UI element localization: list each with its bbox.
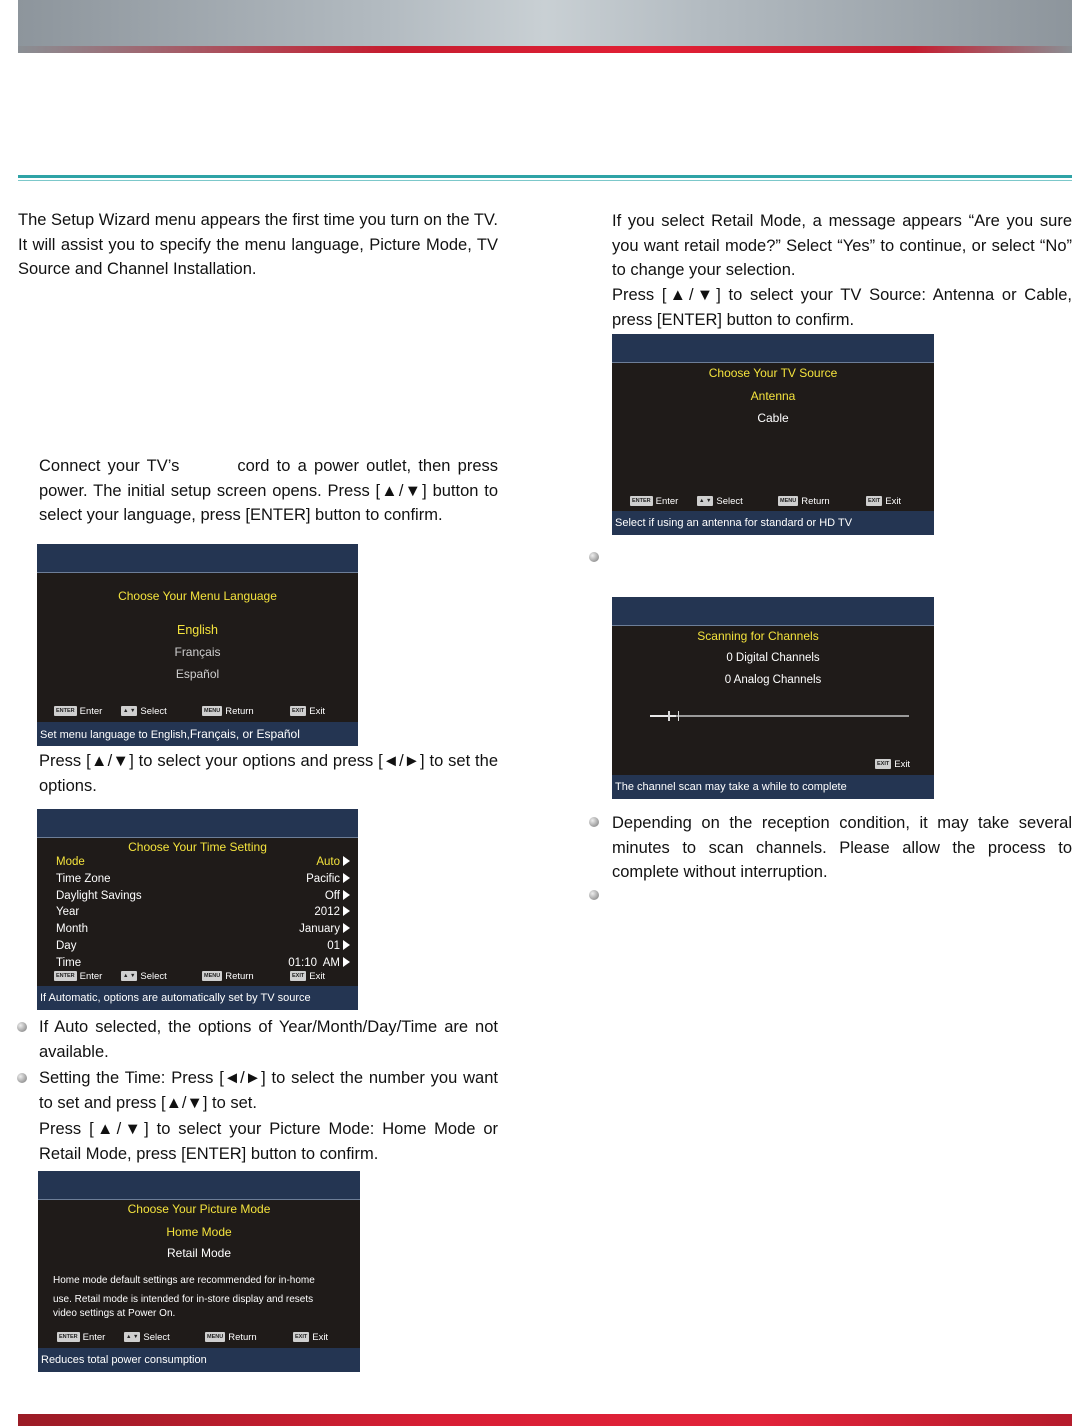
row-label: Daylight Savings bbox=[56, 890, 142, 902]
arrows-key-icon: ▲ ▼ bbox=[123, 973, 136, 980]
exit-hint bbox=[293, 1332, 328, 1343]
bullet-icon bbox=[589, 552, 599, 562]
screen-header bbox=[37, 809, 358, 838]
time-row-month[interactable] bbox=[56, 923, 350, 935]
step-connect-part2: cord to a power outlet, then press power. The initial setup screen opens. Press [▲/▼] button to select your language, press [ENTER] button to confirm. bbox=[39, 457, 498, 524]
note-setting-time: Setting the Time: Press [◄/►] to select the number you want to set and press [▲/▼] to set. bbox=[39, 1069, 498, 1112]
language-option-francais[interactable]: Français bbox=[174, 645, 221, 659]
language-footer bbox=[37, 722, 358, 746]
scan-digital-count: 0 Digital Channels bbox=[726, 652, 820, 664]
return-hint bbox=[202, 706, 254, 717]
right-arrow-icon bbox=[343, 923, 350, 933]
return-hint bbox=[778, 496, 830, 507]
picture-title: Choose Your Picture Mode bbox=[127, 1202, 271, 1216]
exit-hint-label: Exit bbox=[894, 759, 911, 770]
arrows-key-icon: ▲ ▼ bbox=[699, 498, 712, 505]
right-arrow-icon bbox=[343, 906, 350, 916]
enter-hint bbox=[54, 706, 102, 717]
bullet-icon bbox=[17, 1022, 27, 1032]
return-hint-label: Return bbox=[225, 971, 254, 982]
return-hint-label: Return bbox=[225, 706, 254, 717]
picture-option-home[interactable]: Home Mode bbox=[166, 1225, 232, 1239]
select-hint-label: Select bbox=[716, 496, 743, 507]
language-footer-text-2: Français, or Español bbox=[189, 727, 300, 741]
enter-hint bbox=[54, 971, 102, 982]
time-footer: If Automatic, options are automatically set by TV source bbox=[37, 986, 358, 1010]
row-label: Time Zone bbox=[56, 873, 111, 885]
right-arrow-icon bbox=[343, 890, 350, 900]
section-divider-thin bbox=[18, 180, 1072, 181]
row-label: Time bbox=[56, 957, 82, 969]
scan-progress-bar bbox=[650, 711, 909, 721]
language-title: Choose Your Menu Language bbox=[118, 589, 277, 603]
source-title: Choose Your TV Source bbox=[708, 366, 838, 380]
step-options: Press [▲/▼] to select your options and press [◄/►] to set the options. bbox=[39, 752, 498, 795]
exit-hint bbox=[866, 496, 901, 507]
exit-key-icon: EXIT bbox=[868, 498, 881, 505]
row-label: Month bbox=[56, 923, 88, 935]
row-value: Auto bbox=[316, 856, 340, 868]
bullet-icon bbox=[17, 1073, 27, 1083]
return-hint-label: Return bbox=[228, 1332, 257, 1343]
menu-key-icon: MENU bbox=[204, 708, 221, 715]
return-hint bbox=[205, 1332, 257, 1343]
select-hint bbox=[124, 1332, 170, 1343]
enter-hint-label: Enter bbox=[655, 496, 679, 507]
time-row-time[interactable] bbox=[56, 957, 350, 969]
return-hint-label: Return bbox=[801, 496, 830, 507]
enter-key-icon: ENTER bbox=[59, 1334, 78, 1341]
menu-key-icon: MENU bbox=[207, 1334, 224, 1341]
enter-hint bbox=[630, 496, 678, 507]
language-setup-screen bbox=[37, 544, 358, 746]
enter-key-icon: ENTER bbox=[56, 708, 75, 715]
screen-header bbox=[38, 1171, 360, 1200]
time-row-timezone[interactable] bbox=[56, 873, 350, 885]
picture-option-retail[interactable]: Retail Mode bbox=[166, 1246, 232, 1260]
scan-title: Scanning for Channels bbox=[697, 629, 819, 643]
arrows-key-icon: ▲ ▼ bbox=[123, 708, 136, 715]
right-arrow-icon bbox=[343, 873, 350, 883]
row-label: Day bbox=[56, 940, 77, 952]
enter-hint bbox=[57, 1332, 105, 1343]
language-option-english[interactable]: English bbox=[177, 623, 218, 637]
picture-mode-screen bbox=[38, 1171, 360, 1372]
row-value: Off bbox=[324, 890, 340, 902]
exit-hint-label: Exit bbox=[309, 706, 326, 717]
note-auto: If Auto selected, the options of Year/Month/Day/Time are not available. bbox=[39, 1018, 498, 1061]
select-hint-label: Select bbox=[140, 971, 167, 982]
select-hint-label: Select bbox=[143, 1332, 170, 1343]
picture-footer: Reduces total power consumption bbox=[38, 1348, 360, 1372]
step-connect-part1: Connect your TV’s bbox=[39, 457, 180, 475]
exit-hint-label: Exit bbox=[885, 496, 902, 507]
row-label: Mode bbox=[56, 856, 85, 868]
time-setup-screen bbox=[37, 809, 358, 1010]
tv-source-screen bbox=[612, 334, 934, 535]
screen-header bbox=[37, 544, 358, 573]
time-row-day[interactable] bbox=[56, 940, 350, 952]
picture-desc-line2: use. Retail mode is intended for in-store display and resets bbox=[53, 1294, 314, 1305]
progress-start-tick bbox=[668, 711, 670, 721]
menu-key-icon: MENU bbox=[780, 498, 797, 505]
language-footer-text: Set menu language to English, bbox=[40, 729, 190, 741]
header-red-stripe bbox=[18, 46, 1072, 53]
step-connect-power bbox=[39, 454, 498, 528]
scan-footer: The channel scan may take a while to complete bbox=[612, 775, 934, 799]
time-title: Choose Your Time Setting bbox=[128, 840, 267, 854]
step-picture-mode: Press [▲/▼] to select your Picture Mode: Home Mode or Retail Mode, press [ENTER] button to confirm. bbox=[39, 1120, 498, 1163]
row-label: Year bbox=[56, 906, 80, 918]
language-option-espanol[interactable]: Español bbox=[175, 667, 220, 681]
progress-track bbox=[650, 715, 909, 717]
bullet-icon bbox=[589, 890, 599, 900]
enter-hint-label: Enter bbox=[79, 971, 103, 982]
time-row-daylight[interactable] bbox=[56, 890, 350, 902]
picture-desc-line3: video settings at Power On. bbox=[53, 1308, 176, 1319]
step-tv-source: Press [▲/▼] to select your TV Source: Antenna or Cable, press [ENTER] button to confirm. bbox=[612, 286, 1072, 329]
source-option-antenna[interactable]: Antenna bbox=[750, 389, 796, 403]
time-row-mode[interactable] bbox=[56, 856, 350, 868]
menu-key-icon: MENU bbox=[204, 973, 221, 980]
exit-key-icon: EXIT bbox=[292, 708, 305, 715]
right-arrow-icon bbox=[343, 940, 350, 950]
return-hint bbox=[202, 971, 254, 982]
enter-hint-label: Enter bbox=[79, 706, 103, 717]
bullet-icon bbox=[589, 817, 599, 827]
enter-hint-label: Enter bbox=[82, 1332, 106, 1343]
progress-fill bbox=[650, 715, 676, 717]
select-hint bbox=[121, 706, 167, 717]
select-hint bbox=[697, 496, 743, 507]
progress-cursor bbox=[678, 711, 679, 721]
exit-key-icon: EXIT bbox=[295, 1334, 308, 1341]
time-row-year[interactable] bbox=[56, 906, 350, 918]
scan-duration-note: Depending on the reception condition, it may take several minutes to scan channels. Please allow the process to complete without interruption. bbox=[612, 814, 1072, 881]
exit-hint-label: Exit bbox=[309, 971, 326, 982]
exit-hint bbox=[290, 971, 325, 982]
screen-header bbox=[612, 334, 934, 363]
row-value: Pacific bbox=[306, 873, 340, 885]
select-hint-label: Select bbox=[140, 706, 167, 717]
enter-key-icon: ENTER bbox=[56, 973, 75, 980]
right-arrow-icon bbox=[343, 856, 350, 866]
exit-key-icon: EXIT bbox=[877, 761, 890, 768]
exit-hint-label: Exit bbox=[312, 1332, 329, 1343]
row-value: 01:10 AM bbox=[288, 957, 340, 969]
header-banner bbox=[18, 0, 1072, 46]
exit-key-icon: EXIT bbox=[292, 973, 305, 980]
source-option-cable[interactable]: Cable bbox=[757, 411, 789, 425]
row-value: 2012 bbox=[314, 906, 340, 918]
section-divider bbox=[18, 175, 1072, 178]
retail-mode-note: If you select Retail Mode, a message appears “Are you sure you want retail mode?” Select “Yes” to continue, or select “No” to change your selection. bbox=[612, 212, 1072, 279]
scan-analog-count: 0 Analog Channels bbox=[724, 674, 822, 686]
row-value: 01 bbox=[327, 940, 340, 952]
select-hint bbox=[121, 971, 167, 982]
exit-hint bbox=[290, 706, 325, 717]
arrows-key-icon: ▲ ▼ bbox=[126, 1334, 139, 1341]
picture-desc-line1: Home mode default settings are recommended for in-home bbox=[53, 1275, 315, 1286]
footer-banner bbox=[18, 1414, 1072, 1426]
exit-hint bbox=[875, 759, 910, 770]
row-value: January bbox=[299, 923, 340, 935]
screen-header bbox=[612, 597, 934, 626]
right-arrow-icon bbox=[343, 957, 350, 967]
intro-paragraph: The Setup Wizard menu appears the first time you turn on the TV. It will assist you to specify the menu language, Picture Mode, TV Source and Channel Installation. bbox=[18, 211, 498, 278]
enter-key-icon: ENTER bbox=[632, 498, 651, 505]
source-footer: Select if using an antenna for standard or HD TV bbox=[612, 511, 934, 535]
channel-scan-screen bbox=[612, 597, 934, 799]
